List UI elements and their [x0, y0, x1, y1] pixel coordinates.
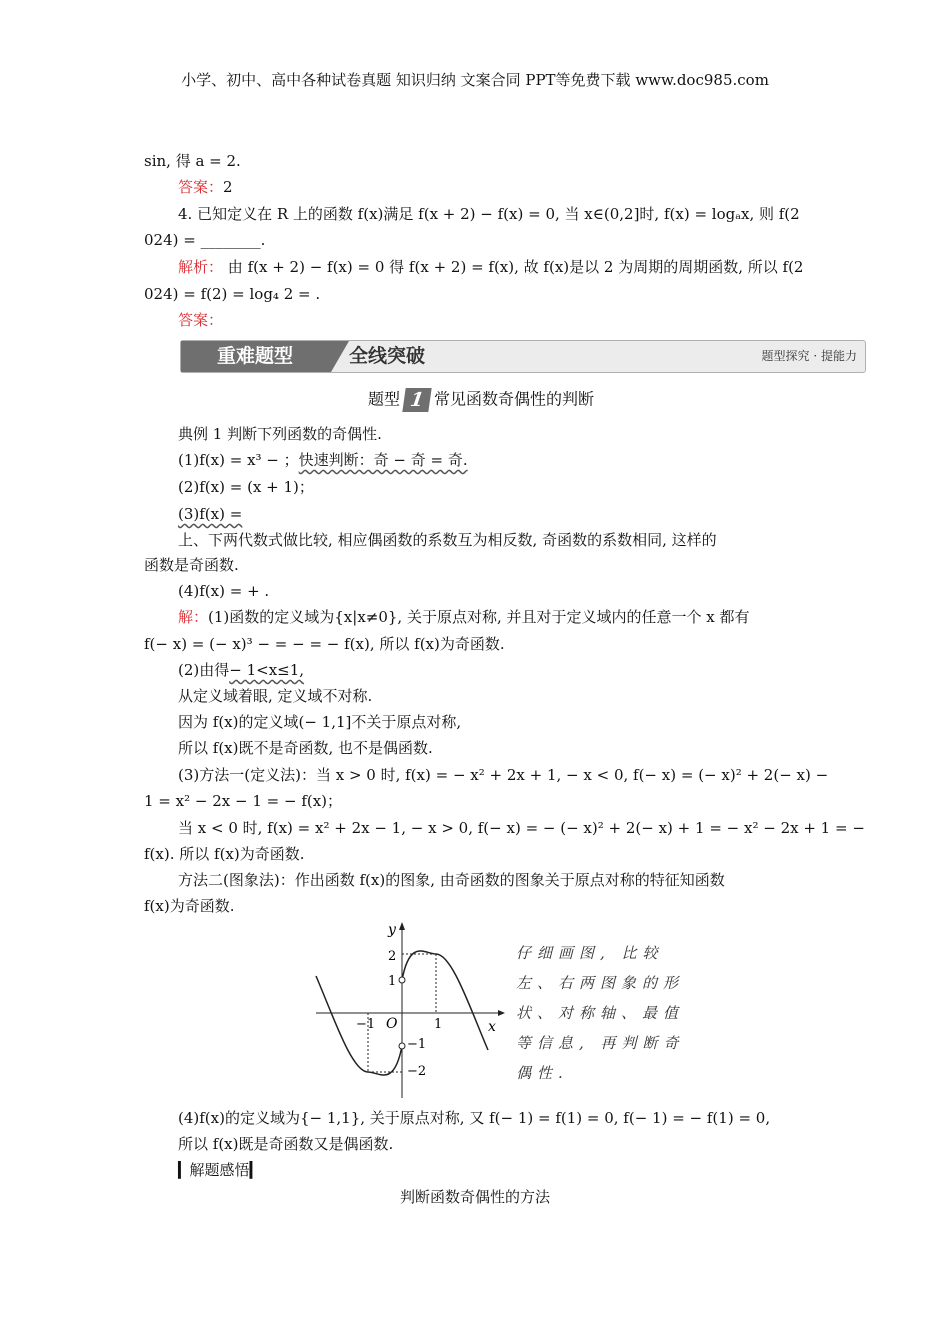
y-label: y: [388, 922, 396, 938]
graph-note-4: 等信息, 再判断奇: [516, 1034, 685, 1052]
solution-2-note: 从定义域着眼, 定义域不对称.: [178, 687, 373, 705]
graph-note-3: 状、对称轴、最值: [516, 1004, 685, 1022]
tick-y-1: 1: [388, 974, 397, 989]
example-2: (2)f(x) = (x + 1)；: [178, 478, 314, 496]
solution-4-line-1: (4)f(x)的定义域为{− 1,1}, 关于原点对称, 又 f(− 1) = f(1) = 0, f(− 1) = − f(1) = 0,: [178, 1109, 771, 1127]
open-point-bottom: [399, 1043, 405, 1049]
solution-2-line-4: 所以 f(x)既不是奇函数, 也不是偶函数.: [178, 739, 433, 757]
solution-3-line-4: f(x). 所以 f(x)为奇函数.: [144, 845, 305, 863]
example-3-func: (3)f(x) =: [178, 505, 243, 523]
question-4-cont: 024) = ________.: [144, 231, 266, 249]
solution-3-method2: 方法二(图象法)：作出函数 f(x)的图象, 由奇函数的图象关于原点对称的特征知函数: [178, 871, 725, 889]
solution-1-text: (1)函数的定义域为{x|x≠0}, 关于原点对称, 并且对于定义域内的任意一个 x 都有: [208, 608, 750, 626]
graph-note-2: 左、右两图象的形: [516, 974, 685, 992]
solution-line: [178, 256, 803, 278]
example-3-note: 上、下两代数式做比较, 相应偶函数的系数互为相反数, 奇函数的系数相同, 这样的: [178, 531, 717, 549]
topic-prefix: 题型: [368, 389, 401, 409]
answer-value: 2: [223, 178, 233, 196]
topic-badge: 1: [402, 388, 431, 412]
example-title: 典例 1 判断下列函数的奇偶性.: [178, 425, 382, 443]
tick-y-neg2: −2: [407, 1064, 427, 1079]
banner-middle: 全线突破: [349, 345, 426, 367]
origin-label: O: [386, 1016, 398, 1032]
example-3: [178, 503, 242, 525]
graph-note-5: 偶性.: [516, 1064, 569, 1082]
solution-2-line-3: 因为 f(x)的定义域(− 1,1]不关于原点对称,: [178, 713, 462, 731]
example-1-func: (1)f(x) = x³ − ；: [178, 451, 299, 469]
topic-text: 常见函数奇偶性的判断: [434, 389, 595, 409]
tick-x-1: 1: [434, 1017, 443, 1032]
answer-line-1: [178, 176, 233, 198]
section-banner: [180, 340, 866, 373]
example-3-note-cont: 函数是奇函数.: [144, 556, 239, 574]
curve-right: [402, 951, 488, 1050]
function-graph: [310, 918, 510, 1103]
x-label: x: [488, 1019, 496, 1035]
tick-y-2: 2: [388, 949, 397, 964]
solution-1: [178, 606, 750, 628]
solution-2: [178, 659, 304, 681]
topic-title: [368, 388, 594, 412]
graph-note-1: 仔细画图, 比较: [516, 944, 664, 962]
solution-text: 由 f(x + 2) − f(x) = 0 得 f(x + 2) = f(x), 故 f(x)是以 2 为周期的周期函数, 所以 f(2: [227, 258, 804, 276]
solution-cont: 024) = f(2) = log₄ 2 = .: [144, 285, 321, 303]
banner-slant: [331, 341, 349, 372]
open-point-top: [399, 977, 405, 983]
solution-label: 解析：: [178, 258, 224, 276]
solution-3-line-2: 1 = x² − 2x − 1 = − f(x)；: [144, 792, 343, 810]
example-1: [178, 449, 468, 471]
banner-left: 重难题型: [181, 341, 331, 372]
solution-3-line-1: (3)方法一(定义法)：当 x > 0 时, f(x) = − x² + 2x + 1, − x < 0, f(− x) = (− x)² + 2(− x) −: [178, 766, 829, 784]
page-header: 小学、初中、高中各种试卷真题 知识归纳 文案合同 PPT等免费下载 www.doc985.com: [181, 71, 769, 89]
y-axis-arrow: [399, 922, 405, 930]
solution-label-2: 解：: [178, 608, 209, 626]
answer-label: 答案：: [178, 178, 224, 196]
line-sin: sin, 得 a = 2.: [144, 152, 241, 170]
insight-heading: ▎解题感悟▎: [178, 1161, 262, 1179]
x-axis-arrow: [498, 1010, 505, 1016]
solution-1-cont: f(− x) = (− x)³ − = − = − f(x), 所以 f(x)为奇函数.: [144, 635, 505, 653]
tick-y-neg1: −1: [407, 1037, 427, 1052]
tick-x-neg1: −1: [356, 1017, 376, 1032]
solution-3-line-3: 当 x < 0 时, f(x) = x² + 2x − 1, − x > 0, f(− x) = − (− x)² + 2(− x) + 1 = − x² − 2x + 1 = −: [178, 819, 865, 837]
answer-label-2: 答案：: [178, 311, 224, 329]
example-4: (4)f(x) = + .: [178, 582, 270, 600]
quick-judge-note: 快速判断：奇 − 奇 = 奇.: [298, 451, 468, 469]
question-4: 4. 已知定义在 R 上的函数 f(x)满足 f(x + 2) − f(x) = 0, 当 x∈(0,2]时, f(x) = logₐx, 则 f(2: [178, 205, 800, 223]
answer-line-2: [178, 309, 223, 331]
banner-right: 题型探究 · 提能力: [761, 349, 857, 363]
solution-2-text: (2)由得: [178, 661, 230, 679]
solution-4-line-2: 所以 f(x)既是奇函数又是偶函数.: [178, 1135, 394, 1153]
method-title: 判断函数奇偶性的方法: [399, 1188, 550, 1206]
solution-3-method2-cont: f(x)为奇函数.: [144, 897, 235, 915]
solution-2-domain: − 1<x≤1,: [229, 661, 305, 679]
